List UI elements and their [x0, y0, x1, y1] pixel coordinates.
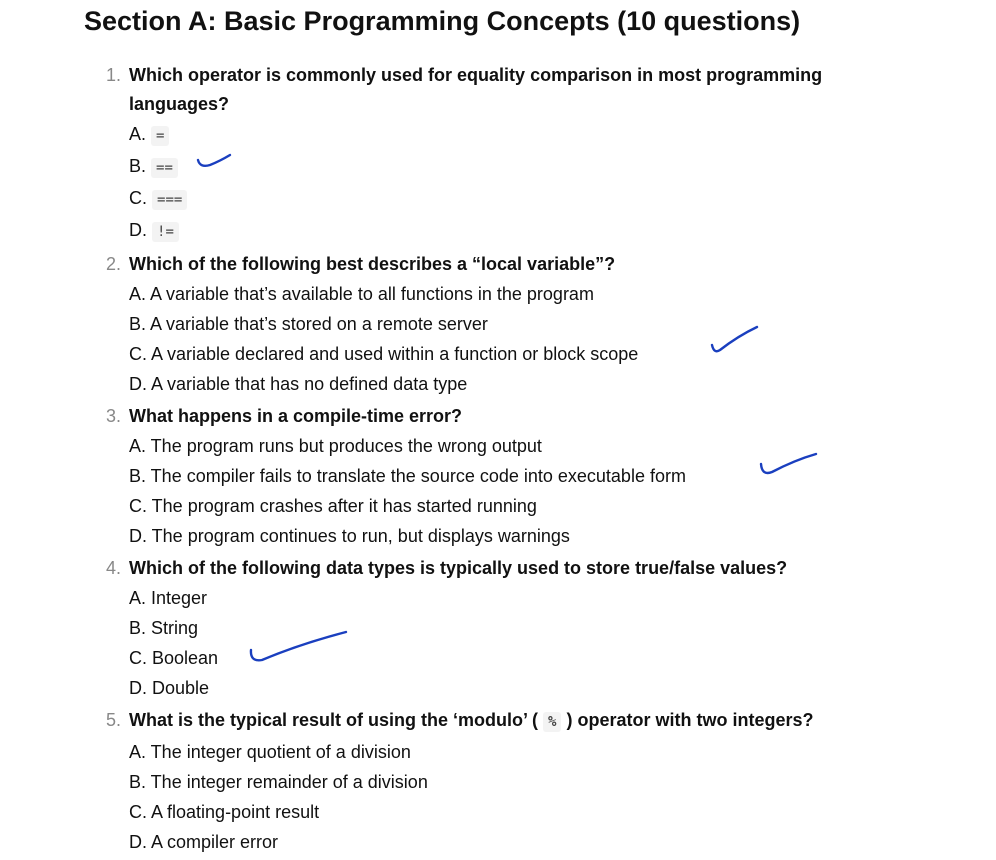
- question-number: 5.: [106, 710, 122, 730]
- question-text: Which of the following data types is typically used to store true/false values?: [129, 558, 788, 578]
- question-4: [0, 554, 996, 703]
- question-number: 2.: [106, 254, 122, 274]
- question-list: [0, 61, 996, 860]
- option-a: A. A variable that’s available to all functions in the program: [129, 284, 594, 304]
- question-5: [0, 706, 996, 857]
- option-a: A. The integer quotient of a division: [129, 742, 411, 762]
- option-b: B. The compiler fails to translate the source code into executable form: [129, 466, 686, 486]
- option-b: B. String: [129, 618, 199, 638]
- option-c: C. ===: [129, 183, 996, 215]
- question-text: What is the typical result of using the ‘modulo’ ( % ) operator with two integers?: [129, 710, 814, 730]
- option-c: C. The program crashes after it has started running: [129, 496, 537, 516]
- option-d: D. A variable that has no defined data type: [129, 374, 468, 394]
- option-d: D. The program continues to run, but displays warnings: [129, 526, 570, 546]
- code-snippet: !=: [152, 222, 179, 242]
- option-c: C. A floating-point result: [129, 802, 320, 822]
- option-b: B. A variable that’s stored on a remote server: [129, 314, 488, 334]
- question-text: Which of the following best describes a “local variable”?: [129, 254, 616, 274]
- option-c: C. A variable declared and used within a function or block scope: [129, 344, 639, 364]
- question-number: 3.: [106, 406, 122, 426]
- question-3: [0, 402, 996, 551]
- option-c: C. Boolean: [129, 648, 219, 668]
- option-d: D. A compiler error: [129, 832, 279, 852]
- option-a: A. =: [129, 119, 996, 151]
- section-title: Section A: Basic Programming Concepts (10 questions): [84, 6, 801, 36]
- question-number: 4.: [106, 558, 122, 578]
- option-b: B. The integer remainder of a division: [129, 772, 428, 792]
- option-a: A. The program runs but produces the wrong output: [129, 436, 542, 456]
- code-snippet: %: [543, 712, 561, 732]
- question-1: [0, 61, 996, 247]
- option-d: D. !=: [129, 215, 996, 247]
- code-snippet: =: [151, 126, 169, 146]
- code-snippet: ===: [152, 190, 187, 210]
- option-b: B. ==: [129, 151, 996, 183]
- option-d: D. Double: [129, 678, 210, 698]
- question-text: Which operator is commonly used for equality comparison in most programming languages?: [129, 65, 823, 114]
- question-text: What happens in a compile-time error?: [129, 406, 463, 426]
- code-snippet: ==: [151, 158, 178, 178]
- question-number: 1.: [106, 65, 122, 85]
- option-a: A. Integer: [129, 588, 208, 608]
- question-2: [0, 250, 996, 399]
